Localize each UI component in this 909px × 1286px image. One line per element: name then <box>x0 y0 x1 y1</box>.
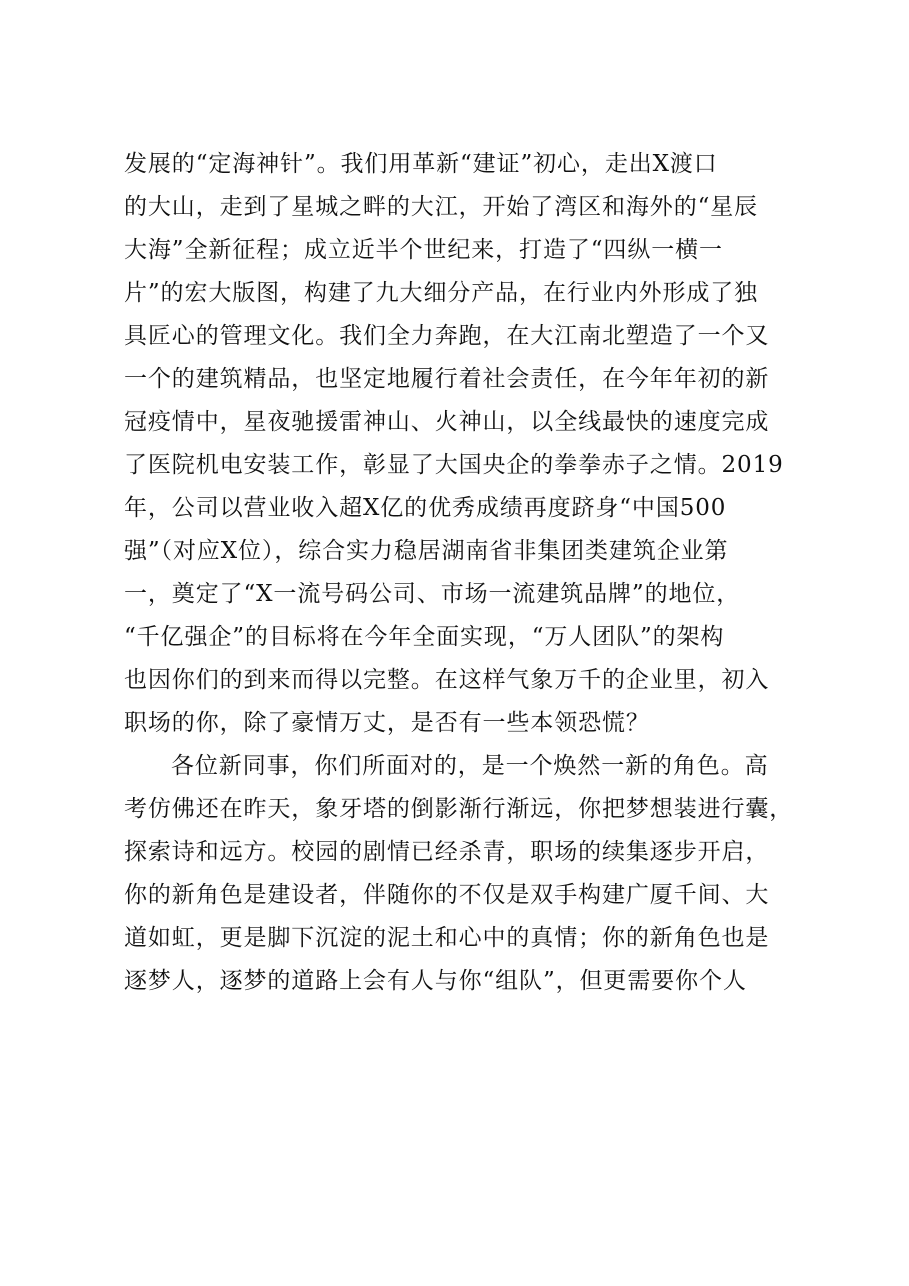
text-line: 具匠心的管理文化。我们全力奔跑，在大江南北塑造了一个又 <box>124 323 770 349</box>
text-line: 年，公司以营业收入超X亿的优秀成绩再度跻身“中国500 <box>124 495 727 521</box>
text-line: 考仿佛还在昨天，象牙塔的倒影渐行渐远，你把梦想装进行囊， <box>124 796 794 822</box>
text-line: “千亿强企”的目标将在今年全面实现，“万人团队”的架构 <box>124 624 725 650</box>
text-line: 你的新角色是建设者，伴随你的不仅是双手构建广厦千间、大 <box>124 882 770 908</box>
text-line: 职场的你，除了豪情万丈，是否有一些本领恐慌？ <box>124 710 650 736</box>
text-line: 冠疫情中，星夜驰援雷神山、火神山，以全线最快的速度完成 <box>124 409 770 435</box>
text-line: 强”（对应X位），综合实力稳居湖南省非集团类建筑企业第 <box>124 538 729 564</box>
text-line: 大海”全新征程；成立近半个世纪来，打造了“四纵一横一 <box>124 237 723 263</box>
text-line: 也因你们的到来而得以完整。在这样气象万千的企业里，初入 <box>124 667 770 693</box>
text-line: 道如虹，更是脚下沉淀的泥土和心中的真情；你的新角色也是 <box>124 925 770 951</box>
text-line: 一，奠定了“X一流号码公司、市场一流建筑品牌”的地位， <box>124 581 741 607</box>
text-line: 探索诗和远方。校园的剧情已经杀青，职场的续集逐步开启， <box>124 839 770 865</box>
text-line: 逐梦人，逐梦的道路上会有人与你“组队”，但更需要你个人 <box>124 968 747 994</box>
text-line: 的大山，走到了星城之畔的大江，开始了湾区和海外的“星辰 <box>124 194 759 220</box>
paragraph-start-line: 各位新同事，你们所面对的，是一个焕然一新的角色。高 <box>171 753 769 779</box>
text-line: 了医院机电安装工作，彰显了大国央企的拳拳赤子之情。2019 <box>124 452 784 478</box>
text-line: 一个的建筑精品，也坚定地履行着社会责任，在今年年初的新 <box>124 366 770 392</box>
text-line: 发展的“定海神针”。我们用革新“建证”初心，走出X渡口 <box>124 151 718 177</box>
text-line: 片”的宏大版图，构建了九大细分产品，在行业内外形成了独 <box>124 280 759 306</box>
body-text <box>124 143 800 1003</box>
